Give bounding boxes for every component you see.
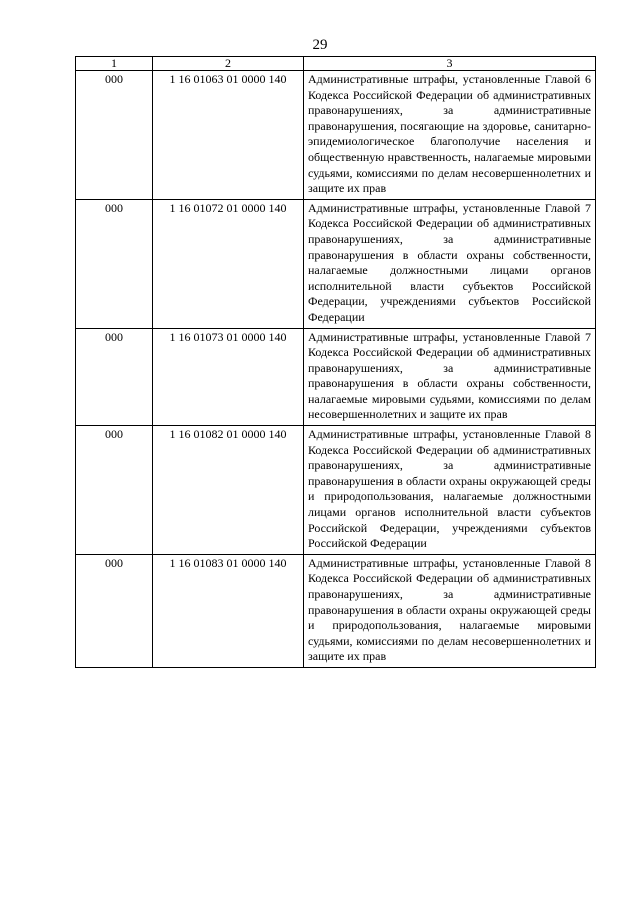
- table-row: [76, 71, 596, 200]
- page-number: 29: [312, 37, 328, 53]
- budget-code-cell: 1 16 01072 01 0000 140: [153, 199, 304, 328]
- budget-code-cell: 1 16 01083 01 0000 140: [153, 554, 304, 667]
- description-cell: Административные штрафы, установленные Главой 6 Кодекса Российской Федерации об административных правонарушениях, за административные правонарушения, посягающие на здоровье, санитарно-эпидемиологическое благополучие населения и общественную нравственность, налагаемые мировыми судьями, комиссиями по делам несовершеннолетних и защите их прав: [304, 71, 596, 200]
- budget-codes-table: [75, 56, 596, 668]
- column-header-1: 1: [76, 57, 153, 71]
- admin-code-cell: 000: [76, 426, 153, 555]
- admin-code-cell: 000: [76, 554, 153, 667]
- admin-code-cell: 000: [76, 199, 153, 328]
- budget-code-cell: 1 16 01073 01 0000 140: [153, 328, 304, 426]
- description-cell: Административные штрафы, установленные Главой 7 Кодекса Российской Федерации об административных правонарушениях, за административные правонарушения в области охраны собственности, налагаемые должностными лицами органов исполнительной власти субъектов Российской Федерации, учреждениями субъектов Российской Федерации: [304, 199, 596, 328]
- table-row: [76, 199, 596, 328]
- column-header-2: 2: [153, 57, 304, 71]
- column-header-3: 3: [304, 57, 596, 71]
- budget-code-cell: 1 16 01082 01 0000 140: [153, 426, 304, 555]
- table-header-row: [76, 57, 596, 71]
- description-cell: Административные штрафы, установленные Главой 8 Кодекса Российской Федерации об административных правонарушениях, за административные правонарушения в области охраны окружающей среды и природопользования, налагаемые должностными лицами органов исполнительной власти субъектов Российской Федерации, учреждениями субъектов Российской Федерации: [304, 426, 596, 555]
- table-row: [76, 328, 596, 426]
- admin-code-cell: 000: [76, 71, 153, 200]
- budget-code-cell: 1 16 01063 01 0000 140: [153, 71, 304, 200]
- table-row: [76, 554, 596, 667]
- description-cell: Административные штрафы, установленные Главой 8 Кодекса Российской Федерации об административных правонарушениях, за административные правонарушения в области охраны окружающей среды и природопользования, налагаемые мировыми судьями, комиссиями по делам несовершеннолетних и защите их прав: [304, 554, 596, 667]
- table-row: [76, 426, 596, 555]
- admin-code-cell: 000: [76, 328, 153, 426]
- description-cell: Административные штрафы, установленные Главой 7 Кодекса Российской Федерации об административных правонарушениях, за административные правонарушения в области охраны собственности, налагаемые мировыми судьями, комиссиями по делам несовершеннолетних и защите их прав: [304, 328, 596, 426]
